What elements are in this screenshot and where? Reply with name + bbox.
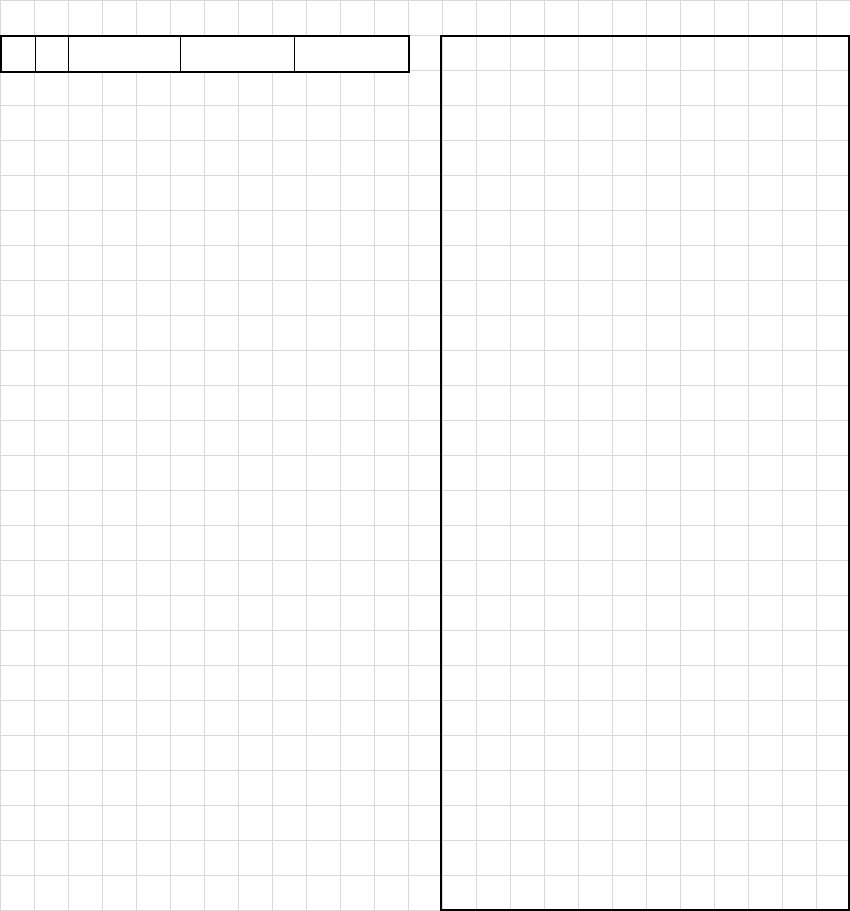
entry-header-row (1, 36, 409, 72)
header-umaban (35, 36, 68, 72)
header-dam-sire (294, 36, 409, 72)
header-sire (180, 36, 294, 72)
header-horse-name (68, 36, 180, 72)
header-waku (1, 36, 35, 72)
past-results-panel (440, 35, 850, 911)
entry-table (0, 35, 410, 73)
